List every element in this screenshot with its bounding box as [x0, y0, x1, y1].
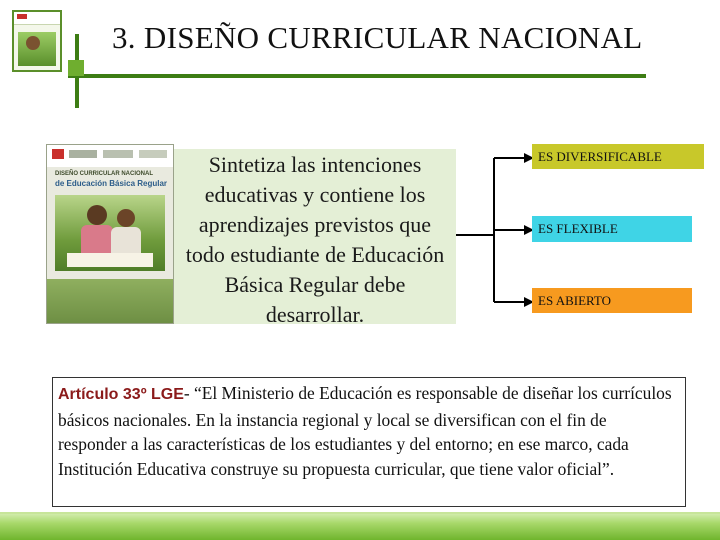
accent-square [68, 60, 84, 76]
slide-title: 3. DISEÑO CURRICULAR NACIONAL [112, 20, 643, 55]
summary-box: Sintetiza las intenciones educativas y contiene los aprendizajes previstos que todo estudiante de Educación Básica Regular debe desarrollar. [174, 149, 456, 324]
curriculum-book-cover [46, 144, 174, 324]
article-separator: - [183, 383, 190, 403]
book-thumbnail [12, 10, 62, 72]
property-flexible: ES FLEXIBLE [532, 216, 692, 242]
cover-heading: DISEÑO CURRICULAR NACIONAL [55, 171, 153, 177]
property-abierto: ES ABIERTO [532, 288, 692, 313]
article-quote: “El Ministerio de Educación es responsable de diseñar los currículos básicos nacionales. En la instancia regional y local se diversifican con el fin de responder a las características de los estudiantes y del entorno; en ese marco, cada Institución Educativa construye su propuesta curricular, que tiene valor oficial”. [58, 383, 672, 479]
footer-band-highlight [0, 512, 720, 514]
property-diversificable: ES DIVERSIFICABLE [532, 144, 704, 169]
footer-band [0, 512, 720, 540]
title-underline [68, 74, 646, 78]
article-label: Artículo 33º LGE [58, 386, 184, 403]
article-text-box [52, 377, 686, 507]
flag-icon [52, 149, 64, 159]
cover-subheading: de Educación Básica Regular [55, 179, 168, 188]
